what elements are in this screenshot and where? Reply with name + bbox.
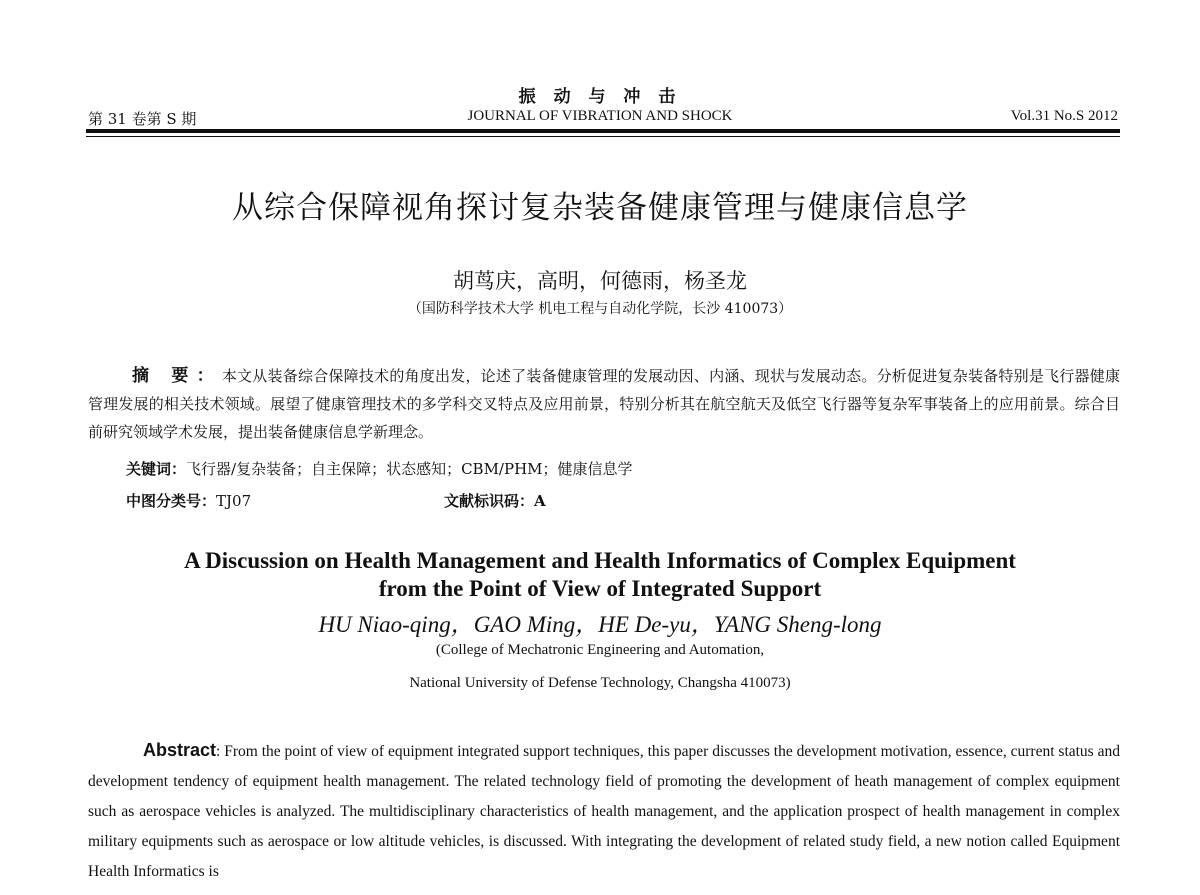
authors-en: HU Niao-qing，GAO Ming，HE De-yu，YANG Sheng-long <box>318 612 882 637</box>
abstract-label-en: Abstract <box>143 740 217 760</box>
issue-number-cn: 第 31 卷第 S 期 <box>88 110 197 128</box>
journal-name-en: JOURNAL OF VIBRATION AND SHOCK <box>467 108 733 124</box>
abstract-label-cn: 摘 要： <box>132 366 222 386</box>
clc-value: TJ07 <box>216 492 252 510</box>
authors-cn: 胡茑庆，高明，何德雨，杨圣龙 <box>453 269 747 293</box>
volume-info: Vol.31 No.S 2012 <box>1010 108 1118 124</box>
keywords-cn <box>126 458 633 479</box>
document-code <box>444 490 546 511</box>
clc-number <box>126 490 251 511</box>
affiliation-en-line2: National University of Defense Technology, Changsha 410073) <box>409 675 791 691</box>
document-code-label: 文献标识码： <box>444 492 535 510</box>
abstract-en <box>88 735 1120 887</box>
journal-name-cn: 振 动 与 冲 击 <box>518 87 682 107</box>
keywords-text-cn: 飞行器/复杂装备；自主保障；状态感知；CBM/PHM；健康信息学 <box>186 460 633 478</box>
abstract-text-en: : From the point of view of equipment integrated support techniques, this paper discusses the development motivation, essence, current status and development tendency of equipment health management. The related technology field of promoting the development of heath management of complex equipment such as aerospace vehicles is analyzed. The multidisciplinary characteristics of health management, and the application prospect of health management in complex military equipments such as aerospace or low altitude vehicles, is discussed. With integrating the development of related study field, a new notion called Equipment Health Informatics is <box>88 743 1120 880</box>
clc-label: 中图分类号： <box>126 492 217 510</box>
affiliation-cn: （国防科学技术大学 机电工程与自动化学院，长沙 410073） <box>407 301 793 317</box>
header-rule-thick <box>86 129 1120 133</box>
affiliation-en-line1: (College of Mechatronic Engineering and Automation, <box>435 642 765 658</box>
paper-title-en-line2: from the Point of View of Integrated Support <box>378 576 822 601</box>
document-code-value: A <box>534 492 546 510</box>
abstract-cn <box>88 362 1120 446</box>
keywords-label-cn: 关键词： <box>126 460 187 478</box>
abstract-text-cn: 本文从装备综合保障技术的角度出发，论述了装备健康管理的发展动因、内涵、现状与发展动态。分析促进复杂装备特别是飞行器健康管理发展的相关技术领域。展望了健康管理技术的多学科交叉特点及应用前景，特别分析其在航空航天及低空飞行器等复杂军事装备上的应用前景。综合目前研究领域学术发展，提出装备健康信息学新理念。 <box>88 367 1120 441</box>
header-rule-thin <box>86 136 1120 137</box>
paper-title-cn: 从综合保障视角探讨复杂装备健康管理与健康信息学 <box>232 190 968 226</box>
paper-title-en-line1: A Discussion on Health Management and Health Informatics of Complex Equipment <box>184 548 1016 573</box>
